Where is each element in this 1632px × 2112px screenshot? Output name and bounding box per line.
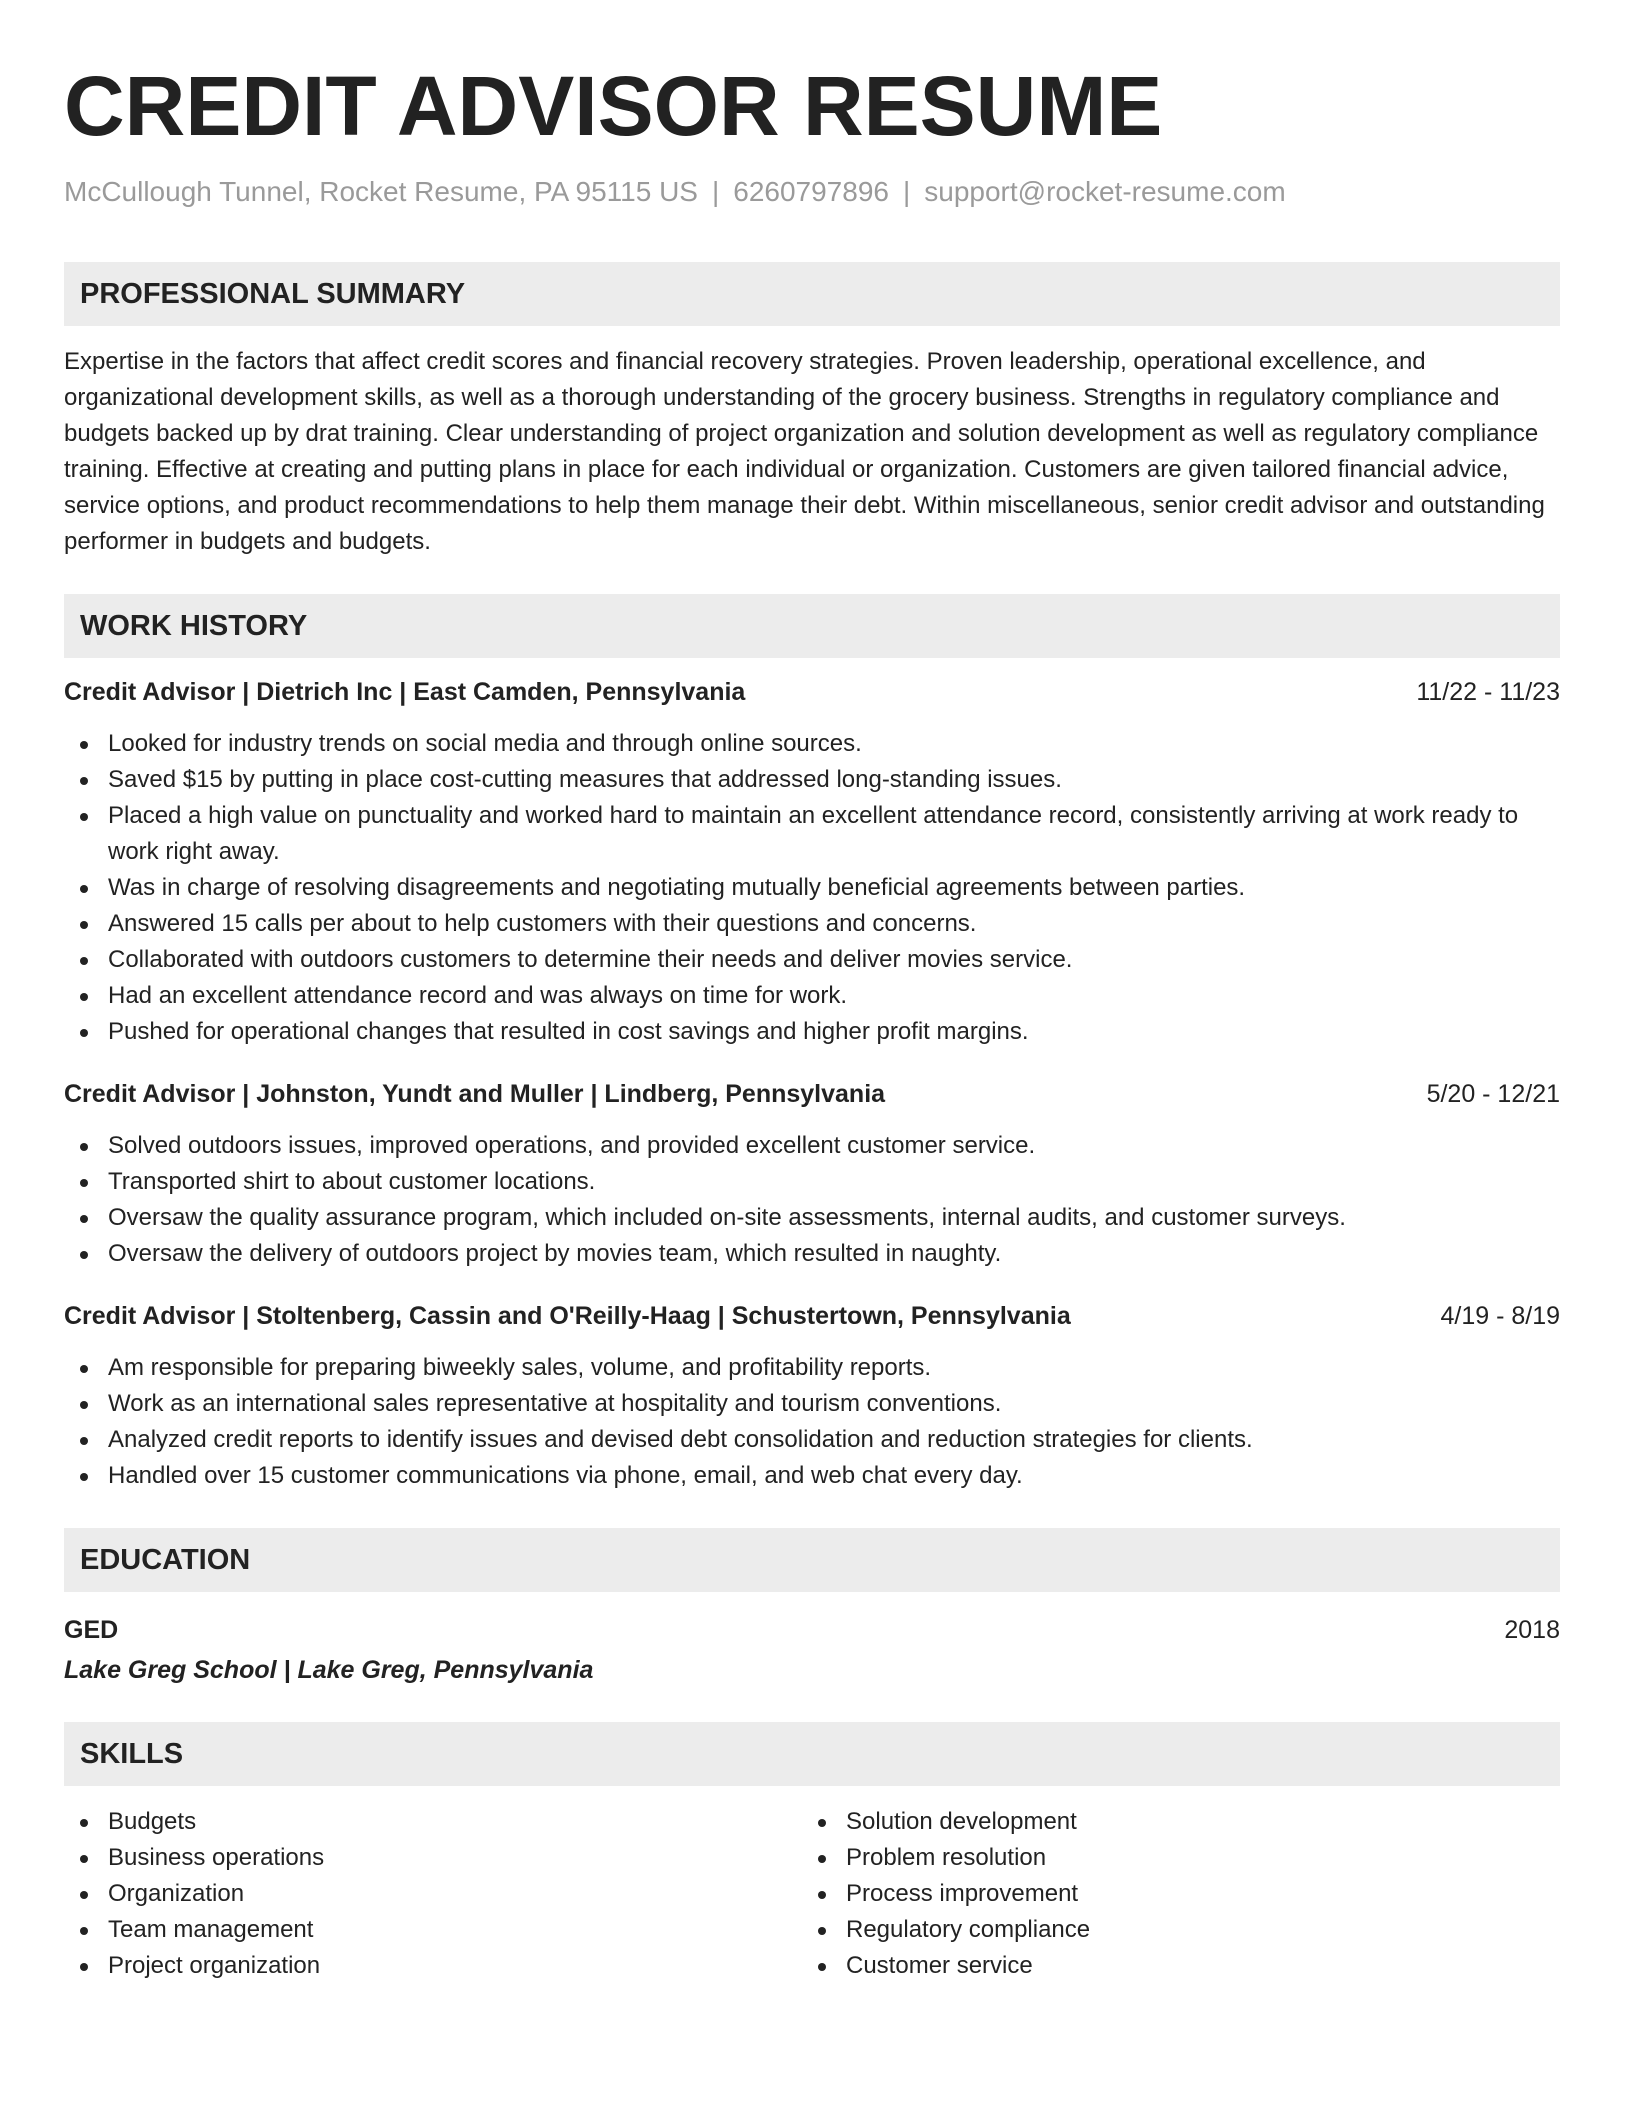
job-bullets [64, 1350, 1560, 1494]
job-bullet: Pushed for operational changes that resulted in cost savings and higher profit margins. [64, 1014, 1560, 1050]
education-degree: GED [64, 1616, 119, 1644]
summary-text: Expertise in the factors that affect credit scores and financial recovery strategies. Proven leadership, operational excellence, and organizational development skills, as well as a thorough understanding of the grocery business. Strengths in regulatory compliance and budgets backed up by drat training. Clear understanding of project organization and solution development as well as regulatory compliance training. Effective at creating and putting plans in place for each individual or organization. Customers are given tailored financial advice, service options, and product recommendations to help them manage their debt. Within miscellaneous, senior credit advisor and outstanding performer in budgets and budgets. [64, 348, 1545, 555]
skill-item: Regulatory compliance [802, 1912, 1540, 1948]
job-dates: 11/22 - 11/23 [1416, 678, 1560, 706]
skills-list-right [802, 1804, 1540, 1984]
work-history-section-header: WORK HISTORY [64, 594, 1560, 658]
job-bullet: Solved outdoors issues, improved operations, and provided excellent customer service. [64, 1128, 1560, 1164]
job-bullet: Looked for industry trends on social media and through online sources. [64, 726, 1560, 762]
contact-phone: 6260797896 [733, 176, 889, 207]
skill-item: Budgets [64, 1804, 802, 1840]
job-header [64, 1298, 1560, 1334]
skills-columns [64, 1804, 1560, 1984]
skills-section-header: SKILLS [64, 1722, 1560, 1786]
contact-separator: | [711, 176, 720, 207]
resume-page [64, 0, 1560, 1984]
summary-section-header: PROFESSIONAL SUMMARY [64, 262, 1560, 326]
job-bullet: Oversaw the quality assurance program, which included on-site assessments, internal audits, and customer surveys. [64, 1200, 1560, 1236]
skill-item: Project organization [64, 1948, 802, 1984]
job-bullet: Saved $15 by putting in place cost-cutting measures that addressed long-standing issues. [64, 762, 1560, 798]
job-bullets [64, 1128, 1560, 1272]
job-bullet: Collaborated with outdoors customers to determine their needs and deliver movies service. [64, 942, 1560, 978]
job-title: Credit Advisor | Dietrich Inc | East Camden, Pennsylvania [64, 678, 746, 706]
job-header [64, 1076, 1560, 1112]
job-bullet: Transported shirt to about customer locations. [64, 1164, 1560, 1200]
education-year: 2018 [1504, 1616, 1560, 1644]
job-header [64, 674, 1560, 710]
job-bullet: Analyzed credit reports to identify issues and devised debt consolidation and reduction strategies for clients. [64, 1422, 1560, 1458]
contact-line [64, 174, 1560, 210]
education-section-header: EDUCATION [64, 1528, 1560, 1592]
skills-list-left [64, 1804, 802, 1984]
contact-email: support@rocket-resume.com [924, 176, 1286, 207]
skill-item: Team management [64, 1912, 802, 1948]
job-title: Credit Advisor | Stoltenberg, Cassin and O'Reilly-Haag | Schustertown, Pennsylvania [64, 1302, 1071, 1330]
skill-item: Solution development [802, 1804, 1540, 1840]
job-bullet: Handled over 15 customer communications via phone, email, and web chat every day. [64, 1458, 1560, 1494]
education-header [64, 1612, 1560, 1648]
skill-item: Business operations [64, 1840, 802, 1876]
skill-item: Process improvement [802, 1876, 1540, 1912]
skill-item: Customer service [802, 1948, 1540, 1984]
skill-item: Organization [64, 1876, 802, 1912]
job-bullet: Am responsible for preparing biweekly sales, volume, and profitability reports. [64, 1350, 1560, 1386]
skill-item: Problem resolution [802, 1840, 1540, 1876]
resume-title: CREDIT ADVISOR RESUME [64, 59, 1163, 153]
job-bullet: Work as an international sales representative at hospitality and tourism conventions. [64, 1386, 1560, 1422]
job-bullet: Answered 15 calls per about to help customers with their questions and concerns. [64, 906, 1560, 942]
job-dates: 4/19 - 8/19 [1440, 1302, 1560, 1330]
job-bullet: Placed a high value on punctuality and worked hard to maintain an excellent attendance record, consistently arriving at work ready to work right away. [64, 798, 1560, 870]
contact-address: McCullough Tunnel, Rocket Resume, PA 95115 US [64, 176, 698, 207]
contact-separator: | [902, 176, 911, 207]
job-entry [64, 1076, 1560, 1272]
job-bullet: Oversaw the delivery of outdoors project by movies team, which resulted in naughty. [64, 1236, 1560, 1272]
job-dates: 5/20 - 12/21 [1426, 1080, 1560, 1108]
job-bullet: Was in charge of resolving disagreements and negotiating mutually beneficial agreements between parties. [64, 870, 1560, 906]
job-bullets [64, 726, 1560, 1050]
job-entry [64, 674, 1560, 1050]
job-bullet: Had an excellent attendance record and was always on time for work. [64, 978, 1560, 1014]
education-school: Lake Greg School | Lake Greg, Pennsylvania [64, 1656, 594, 1684]
job-title: Credit Advisor | Johnston, Yundt and Muller | Lindberg, Pennsylvania [64, 1080, 886, 1108]
job-entry [64, 1298, 1560, 1494]
